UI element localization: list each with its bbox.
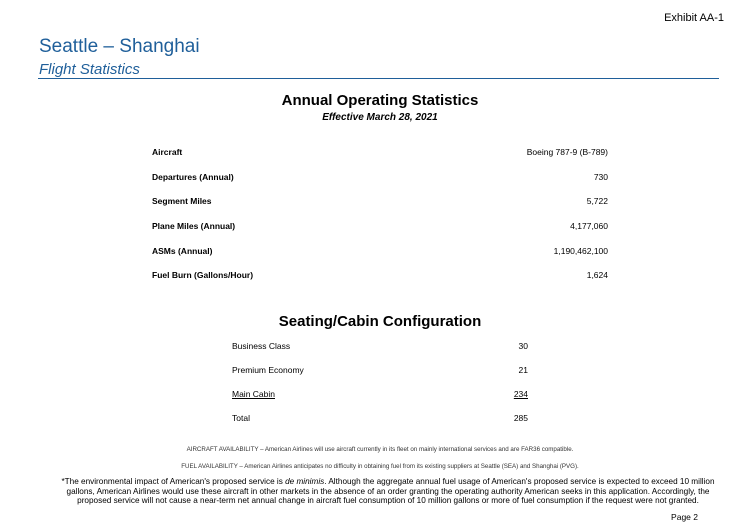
operating-stats-title: Annual Operating Statistics (281, 92, 479, 109)
row-label: Total (232, 413, 250, 423)
row-value: 4,177,060 (570, 221, 608, 232)
operating-stats-table (152, 140, 608, 288)
header-divider (38, 78, 719, 79)
row-value: 234 (513, 389, 528, 399)
table-row (152, 263, 608, 288)
row-label: Aircraft (152, 147, 183, 158)
table-row (152, 189, 608, 214)
table-row (232, 382, 528, 406)
row-value: 1,624 (586, 270, 608, 281)
page-subtitle: Flight Statistics (39, 61, 140, 78)
row-label: Segment Miles (152, 196, 212, 207)
page-title: Seattle – Shanghai (39, 36, 200, 57)
page-number: Page 2 (671, 512, 698, 522)
row-label: Main Cabin (232, 389, 275, 399)
row-label: Fuel Burn (Gallons/Hour) (152, 270, 254, 281)
row-label: Plane Miles (Annual) (152, 221, 236, 232)
row-value: 21 (518, 365, 528, 375)
table-row (232, 334, 528, 358)
exhibit-label: Exhibit AA-1 (664, 12, 724, 24)
row-value: Boeing 787-9 (B-789) (526, 147, 608, 158)
table-row (232, 406, 528, 430)
row-label: Premium Economy (232, 365, 304, 375)
footnote-italic-text: de minimis (285, 477, 325, 486)
table-row (152, 165, 608, 190)
row-label: ASMs (Annual) (152, 245, 213, 256)
row-value: 5,722 (586, 196, 608, 207)
operating-stats-effective-date: Effective March 28, 2021 (322, 112, 438, 123)
table-row (152, 238, 608, 263)
row-label: Business Class (232, 341, 291, 351)
footnote-text: . Although the aggregate annual fuel usage of American's proposed service is expected to exceed 10 million gallons, American Airlines would use these aircraft in other markets in the absence of an order granting the operating authority American seeks in this application. Accordingly, the proposed service will not cause a near-term net annual change in aircraft fuel consumption of 10 million gallons or more of fuel consumption if the request were not granted. (66, 477, 715, 506)
row-label: Departures (Annual) (152, 171, 234, 182)
table-row (232, 358, 528, 382)
table-row (152, 214, 608, 239)
seating-config-title: Seating/Cabin Configuration (278, 313, 482, 330)
row-value: 730 (593, 171, 608, 182)
row-value: 1,190,462,100 (553, 245, 608, 256)
footnote-text: *The environmental impact of American's proposed service is (61, 477, 286, 486)
row-value: 30 (518, 341, 528, 351)
environmental-footnote (60, 477, 716, 506)
fuel-availability-note: FUEL AVAILABILITY – American Airlines anticipates no difficulty in obtaining fuel from its existing suppliers at Seattle (SEA) and Shanghai (PVG). (181, 463, 579, 470)
seating-config-table (232, 334, 528, 430)
aircraft-availability-note: AIRCRAFT AVAILABILITY – American Airlines will use aircraft currently in its fleet on mainly international services and are FAR36 compatible. (186, 446, 574, 453)
table-row (152, 140, 608, 165)
row-value: 285 (513, 413, 528, 423)
